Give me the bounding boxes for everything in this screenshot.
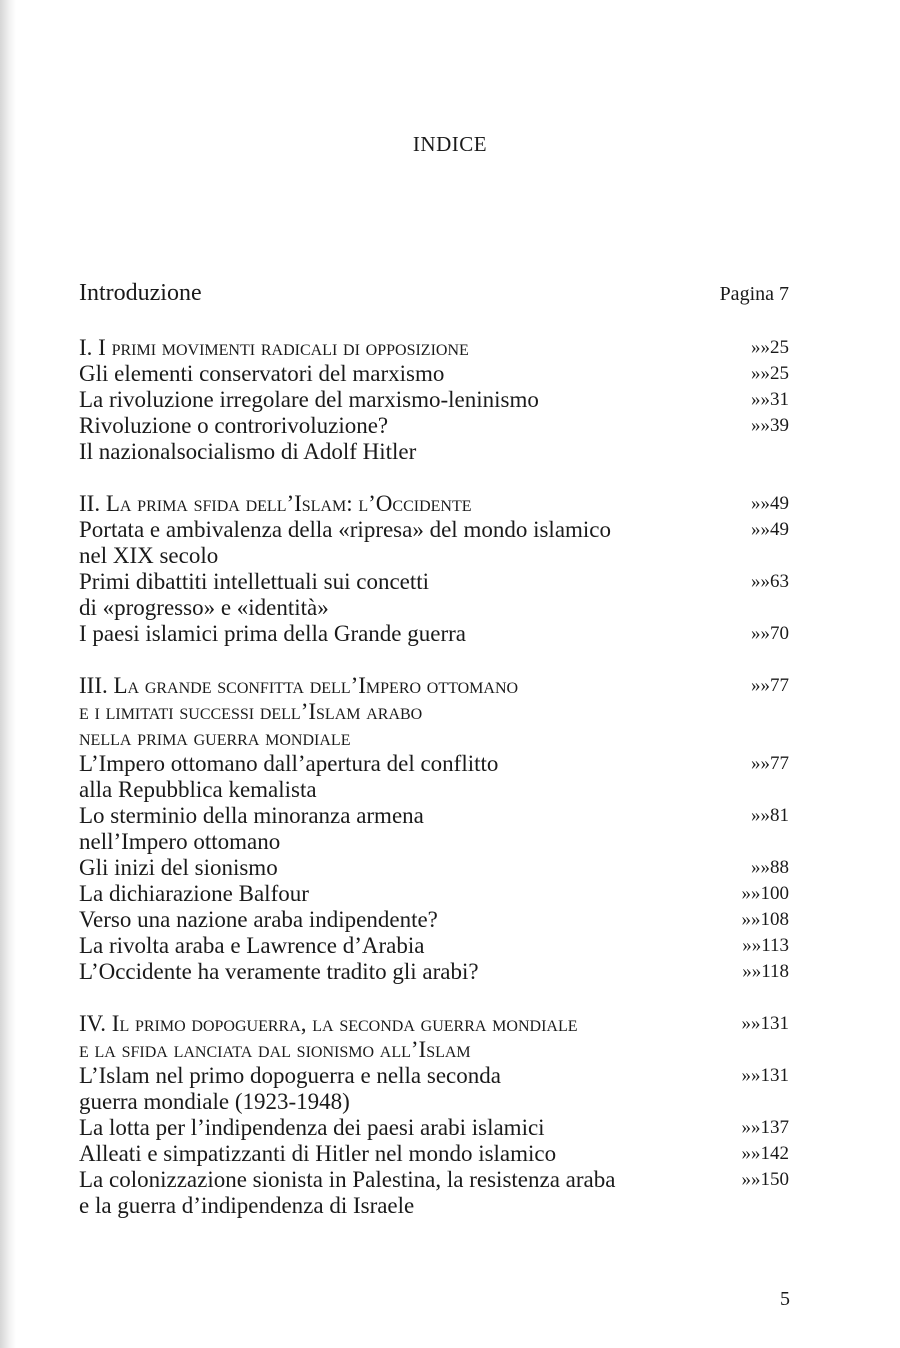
toc-page-number: »»108 <box>741 909 789 930</box>
toc-entry[interactable] <box>79 855 789 881</box>
toc-entry[interactable] <box>79 829 789 855</box>
toc-intro-page: Pagina 7 <box>719 283 789 305</box>
toc-page-number: »»25 <box>751 363 789 384</box>
toc-entry-text: La lotta per l’indipendenza dei paesi arabi islamici <box>79 1115 545 1140</box>
toc-entry-text: La rivolta araba e Lawrence d’Arabia <box>79 933 425 958</box>
section-spacer <box>79 647 789 673</box>
toc-page-number: »»70 <box>751 623 789 644</box>
toc-section-heading-text: III. La grande sconfitta dell’Impero ottomano <box>79 673 519 698</box>
toc-section-1 <box>79 335 789 465</box>
toc-section-heading-text: IV. Il primo dopoguerra, la seconda guerra mondiale <box>79 1011 578 1036</box>
toc-entry-text: Rivoluzione o controrivoluzione? <box>79 413 389 438</box>
toc-section-heading[interactable] <box>79 673 789 699</box>
toc-entry-text: Verso una nazione araba indipendente? <box>79 907 438 932</box>
toc-page-number: »»81 <box>751 805 789 826</box>
toc-entry-text: L’Occidente ha veramente tradito gli arabi? <box>79 959 479 984</box>
toc-entry-text: alla Repubblica kemalista <box>79 777 317 802</box>
toc-section-heading-cont: e la sfida lanciata dal sionismo all’Islam <box>79 1037 471 1062</box>
toc-entry-text: nell’Impero ottomano <box>79 829 281 854</box>
toc-entry[interactable] <box>79 439 789 465</box>
toc-entry[interactable] <box>79 387 789 413</box>
toc-entry[interactable] <box>79 621 789 647</box>
toc-page-number: »»88 <box>751 857 789 878</box>
toc-entry-text: Gli elementi conservatori del marxismo <box>79 361 445 386</box>
toc-entry-text: Primi dibattiti intellettuali sui concetti <box>79 569 430 594</box>
toc-section-heading[interactable] <box>79 491 789 517</box>
toc-section-heading[interactable] <box>79 335 789 361</box>
toc-entry[interactable] <box>79 543 789 569</box>
toc-entry[interactable] <box>79 1193 789 1219</box>
section-spacer <box>79 465 789 491</box>
toc-entry[interactable] <box>79 1063 789 1089</box>
toc-entry-text: Alleati e simpatizzanti di Hitler nel mondo islamico <box>79 1141 557 1166</box>
toc-section-heading[interactable] <box>79 1011 789 1037</box>
toc-entry-text: La rivoluzione irregolare del marxismo-leninismo <box>79 387 539 412</box>
toc-entry-text: Lo sterminio della minoranza armena <box>79 803 424 828</box>
toc-entry[interactable] <box>79 881 789 907</box>
toc-page-number: »»39 <box>751 415 789 436</box>
toc-entry-text: Gli inizi del sionismo <box>79 855 278 880</box>
toc-section-heading-cont: nella prima guerra mondiale <box>79 725 351 750</box>
toc-entry-text: L’Islam nel primo dopoguerra e nella seconda <box>79 1063 501 1088</box>
toc-entry[interactable] <box>79 517 789 543</box>
toc-entry[interactable] <box>79 959 789 985</box>
toc-entry-text: guerra mondiale (1923-1948) <box>79 1089 350 1114</box>
toc-entry[interactable] <box>79 907 789 933</box>
toc-page-number: »»113 <box>742 935 789 956</box>
toc-entry[interactable] <box>79 1089 789 1115</box>
page-number: 5 <box>780 1288 790 1310</box>
toc-entry-text: di «progresso» e «identità» <box>79 595 329 620</box>
toc-entry-text: Portata e ambivalenza della «ripresa» del mondo islamico <box>79 517 612 542</box>
toc-entry-text: I paesi islamici prima della Grande guerra <box>79 621 467 646</box>
toc-page-number: »»131 <box>741 1013 789 1034</box>
toc-entry[interactable] <box>79 803 789 829</box>
toc-entry-text: La dichiarazione Balfour <box>79 881 309 906</box>
toc-entry[interactable] <box>79 413 789 439</box>
toc-page-number: »»100 <box>741 883 789 904</box>
toc-entry[interactable] <box>79 751 789 777</box>
toc-entry[interactable] <box>79 569 789 595</box>
toc-entry-text: Il nazionalsocialismo di Adolf Hitler <box>79 439 417 464</box>
toc-page-number: »»49 <box>751 493 789 514</box>
toc-entry-text: nel XIX secolo <box>79 543 219 568</box>
toc-page-number: »»49 <box>751 519 789 540</box>
section-spacer <box>79 985 789 1011</box>
table-of-contents <box>79 280 789 1219</box>
toc-section-heading-cont: e i limitati successi dell’Islam arabo <box>79 699 423 724</box>
toc-page-number: »»25 <box>751 337 789 358</box>
toc-page-number: »»31 <box>751 389 789 410</box>
toc-intro-row[interactable] <box>79 280 789 307</box>
toc-page-number: »»150 <box>741 1169 789 1190</box>
toc-page-number: »»142 <box>741 1143 789 1164</box>
toc-page-number: »»77 <box>751 753 789 774</box>
page-title: INDICE <box>412 132 488 156</box>
toc-section-3 <box>79 673 789 985</box>
toc-page-number: »»77 <box>751 675 789 696</box>
toc-entry[interactable] <box>79 933 789 959</box>
toc-entry[interactable] <box>79 1115 789 1141</box>
toc-entry-text: L’Impero ottomano dall’apertura del conflitto <box>79 751 499 776</box>
toc-section-2 <box>79 491 789 647</box>
toc-section-4 <box>79 1011 789 1219</box>
toc-entry-text: La colonizzazione sionista in Palestina, la resistenza araba <box>79 1167 616 1192</box>
toc-entry[interactable] <box>79 595 789 621</box>
toc-entry[interactable] <box>79 777 789 803</box>
toc-entry-text: e la guerra d’indipendenza di Israele <box>79 1193 415 1218</box>
page-edge-shadow <box>0 0 16 1348</box>
toc-page-number: »»131 <box>741 1065 789 1086</box>
toc-page-number: »»118 <box>742 961 789 982</box>
toc-page-number: »»63 <box>751 571 789 592</box>
toc-page-number: »»137 <box>741 1117 789 1138</box>
toc-entry[interactable] <box>79 361 789 387</box>
toc-section-heading-text: I. I primi movimenti radicali di opposizione <box>79 335 469 360</box>
toc-entry[interactable] <box>79 1141 789 1167</box>
toc-entry[interactable] <box>79 1167 789 1193</box>
toc-intro-label: Introduzione <box>79 280 202 306</box>
toc-section-heading-text: II. La prima sfida dell’Islam: l’Occidente <box>79 491 472 516</box>
